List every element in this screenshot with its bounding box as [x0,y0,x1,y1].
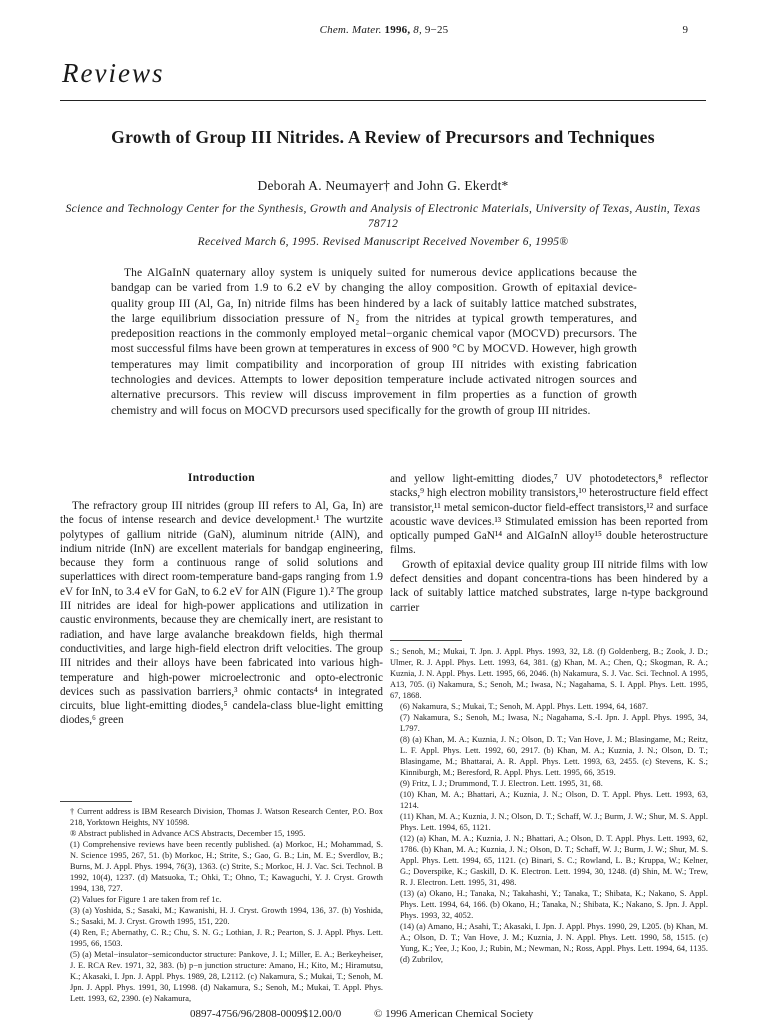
left-column-body [60,499,383,728]
right-references [390,646,708,965]
footnote-item: ® Abstract published in Advance ACS Abstracts, December 15, 1995. [70,829,306,838]
footnote-item: † Current address is IBM Research Division, Thomas J. Watson Research Center, P.O. Box 218, Yorktown Heights, NY 10598. [70,807,383,827]
reference-item: S.; Senoh, M.; Mukai, T. Jpn. J. Appl. Phys. 1993, 32, L8. (f) Goldenberg, B.; Zook, J. D.; Ulmer, R. J. Appl. Phys. Lett. 1993, 64, 381. (g) Khan, M. A.; Chen, Q.; Skogman, R. A.; Kuznia, J. N. Appl. Phys. Lett. 1995, 66, 2046. (h) Nakamura, S. J. Vac. Sci. Technol. A 1995, A13, 705. (i) Nakamura, S.; Senoh, M.; Iwasa, N.; Nagahama, S. I. Appl. Phys. Lett. 1995, 67, 1868. [390,647,708,700]
reference-item: (10) Khan, M. A.; Bhattari, A.; Kuznia, J. N.; Olson, D. T. Appl. Phys. Lett. 1993, 63, 1214. [400,790,708,810]
abstract-text: The AlGaInN quaternary alloy system is uniquely suited for numerous device applications because the bandgap can be varied from 1.9 to 6.2 eV by changing the alloy composition. Growth of epitaxial device-quality group III (Al, Ga, In) nitride films has been hindered by a lack of suitably lattice matched substrates, the large equilibrium dissociation pressure of N₂ from the nitrides at typical growth temperatures, and predeposition reactions in the commonly employed metal−organic chemical vapor (MOCVD) precursors. The most successful films have been grown at temperatures in excess of 900 °C by MOCVD. However, high growth temperatures may limit compatibility and incorporation of group III nitrides with existing fabrication technologies and devices. Attempts to lower deposition temperature include activated nitrogen sources and alternative precursors. This review will discuss improvement in film properties as a function of growth chemistry and will focus on MOCVD precursors used specifically for the growth of group III nitrides. [111,267,637,417]
right-paragraph-2: Growth of epitaxial device quality group III nitride films with low defect densities and dopant concentra-tions has been hindered by a lack of suitably lattice matched substrates, large n-type background carrier [390,558,708,614]
reference-item: (9) Fritz, I. J.; Drummond, T. J. Electron. Lett. 1995, 31, 68. [400,779,603,788]
reference-rule [390,640,462,641]
received-dates: Received March 6, 1995. Revised Manuscript Received November 6, 1995® [197,236,569,248]
right-paragraph-1: and yellow light-emitting diodes,⁷ UV photodetectors,⁸ reflector stacks,⁹ high electron mobility transistors,¹⁰ heterostructure field effect transistor,¹¹ metal semicon-ductor field-effect transistors,¹² and surface acoustic wave devices.¹³ Stimulated emission has been reported from optically pumped GaN¹⁴ and AlGaInN alloy¹⁵ double heterostructure films. [390,473,708,557]
reference-item: (13) (a) Okano, H.; Tanaka, N.; Takahashi, Y.; Tanaka, T.; Shibata, K.; Nakano, S. Appl. Phys. Lett. 1994, 64, 166. (b) Okano, H.; Tanaka, N.; Shibata, K.; Nakano, S. Jpn. J. Appl. Phys. 1993, 32, 4052. [400,889,708,920]
footnote-rule [60,801,132,802]
affiliation: Science and Technology Center for the Synthesis, Growth and Analysis of Electronic Materials, University of Texas, Austin, Texas 78712 [65,203,701,230]
footer-copyright: © 1996 American Chemical Society [374,1008,534,1020]
reference-item: (7) Nakamura, S.; Senoh, M.; Iwasa, N.; Nagahama, S.-I. Jpn. J. Appl. Phys. 1995, 34, L797. [400,713,708,733]
reference-item: (6) Nakamura, S.; Mukai, T.; Senoh, M. Appl. Phys. Lett. 1994, 64, 1687. [400,702,649,711]
header-rule [60,100,706,101]
running-header [0,24,768,36]
footnote-item: (5) (a) Metal−insulator−semiconductor structure: Pankove, J. I.; Miller, E. A.; Berkeyheiser, J. E. RCA Rev. 1971, 32, 383. (b) p−n junction structure: Amano, H.; Kito, M.; Hiramutsu, K.; Akasaki, I. Jpn. J. Appl. Phys. 1989, 28, L2112. (c) Nakamura, S.; Mukai, T.; Senoh, M. Jpn. J. Appl. Phys. 1991, 30, L1998. (d) Nakamura, S.; Senoh, M.; Mukai, T. Appl. Phys. Lett. 1993, 62, 2390. (e) Nakamura, [70,950,383,1003]
reference-item: (12) (a) Khan, M. A.; Kuznia, J. N.; Bhattari, A.; Olson, D. T. Appl. Phys. Lett. 1993, 62, 1786. (b) Khan, M. A.; Kuznia, J. N.; Olson, D. T.; Schaff, W. J.; Burm, J. W.; Shur, M. S. Appl. Phys. Lett. 1994, 65, 1121. (c) Binari, S. C.; Rowland, L. B.; Kruppa, W.; Kelner, G.; Doverspike, K.; Gaskill, D. K. Electron. Lett. 1994, 30, 1248. (d) Shin, M. W.; Trew, R. J. Electron. Lett. 1995, 31, 498. [400,834,708,887]
section-label: Reviews [62,58,165,88]
footer-code: 0897-4756/96/2808-0009$12.00/0 [190,1008,342,1020]
article-title: Growth of Group III Nitrides. A Review of Precursors and Techniques [111,127,655,147]
abstract [111,266,637,419]
right-column-body [390,472,708,615]
journal-year: 1996, [384,24,411,36]
reference-item: (11) Khan, M. A.; Kuznia, J. N.; Olson, D. T.; Schaff, W. J.; Burm, J. W.; Shur, M. S. Appl. Phys. Lett. 1994, 65, 1121. [400,812,708,832]
intro-paragraph-1: The refractory group III nitrides (group III refers to Al, Ga, In) are the focus of intense research and device development.¹ The wurtzite polytypes of gallium nitride (GaN), aluminum nitride (AlN), and indium nitride (InN) are excellent materials for bandgap engineering, because they form a continuous range of solid solutions and superlattices with direct room-temperature band-gaps ranging from 1.9 eV for InN, to 3.4 eV for GaN, to 6.2 eV for AlN (Figure 1).² The group III nitrides are ideal for high-power applications and utilization in caustic environments, because they are chemically inert, are resistant to radiation, and have large avalanche breakdown fields, high thermal conductivities, and large high-field electron drift velocities. The group III nitrides and their alloys have been fabricated into various high-temperature and high-power microelectronic and opto-electronic devices such as passivation barriers,³ ohmic contacts⁴ in integrated circuits, blue light-emitting diodes,⁵ candela-class blue-light emitting diodes,⁶ green [60,500,383,727]
footnote-item: (1) Comprehensive reviews have been recently published. (a) Morkoc, H.; Mohammad, S. N. Science 1995, 267, 51. (b) Morkoc, H.; Strite, S.; Gao, G. B.; Lin, M. E.; Sverdlov, B.; Burns, M. J. Appl. Phys. 1994, 76(3), 1363. (c) Strite, S.; Morkoc, H. J. Vac. Sci. Technol. B 1992, 10(4), 1237. (d) Matsuoka, T.; Ohki, T.; Ohno, T.; Kawaguchi, Y. J. Cryst. Growth 1994, 138, 727. [70,840,383,893]
journal-volume: 8, [413,24,422,36]
reference-item: (14) (a) Amano, H.; Asahi, T.; Akasaki, I. Jpn. J. Appl. Phys. 1990, 29, L205. (b) Khan, M. A.; Olson, D. T.; Van Hove, J. M.; Kuznia, J. N. Appl. Phys. Lett. 1990, 58, 1515. (c) Yung, K.; Yee, J.; Koo, J.; Rubin, M.; Newman, N.; Ross, Appl. Phys. Lett. 1994, 64, 1135. (d) Zubrilov, [400,922,708,964]
reference-item: (8) (a) Khan, M. A.; Kuznia, J. N.; Olson, D. T.; Van Hove, J. M.; Blasingame, M.; Reitz, L. F. Appl. Phys. Lett. 1992, 60, 2917. (b) Khan, M. A.; Kuznia, J. N.; Olson, D. T.; Blasingame, M.; Bhattarai, A. R. Appl. Phys. Lett. 1993, 63, 2455. (c) Stevens, K. S.; Kinniburgh, M.; Beresford, R. Appl. Phys. Lett. 1995, 66, 3519. [400,735,708,777]
footnote-item: (2) Values for Figure 1 are taken from ref 1c. [70,895,222,904]
footnote-item: (4) Ren, F.; Abernathy, C. R.; Chu, S. N. G.; Lothian, J. R.; Pearton, S. J. Appl. Phys. Lett. 1995, 66, 1503. [70,928,383,948]
introduction-heading: Introduction [187,472,256,484]
journal-name: Chem. Mater. [319,24,382,36]
journal-pages: 9−25 [424,24,449,36]
footnote-item: (3) (a) Yoshida, S.; Sasaki, M.; Kawanishi, H. J. Cryst. Growth 1994, 136, 37. (b) Yoshida, S.; Sasaki, M. J. Cryst. Growth 1995, 151, 220. [70,906,383,926]
left-footnotes [60,806,383,1004]
right-paragraph-2-wrap [390,558,708,615]
author-list: Deborah A. Neumayer† and John G. Ekerdt* [257,178,509,193]
page-number: 9 [682,24,688,36]
